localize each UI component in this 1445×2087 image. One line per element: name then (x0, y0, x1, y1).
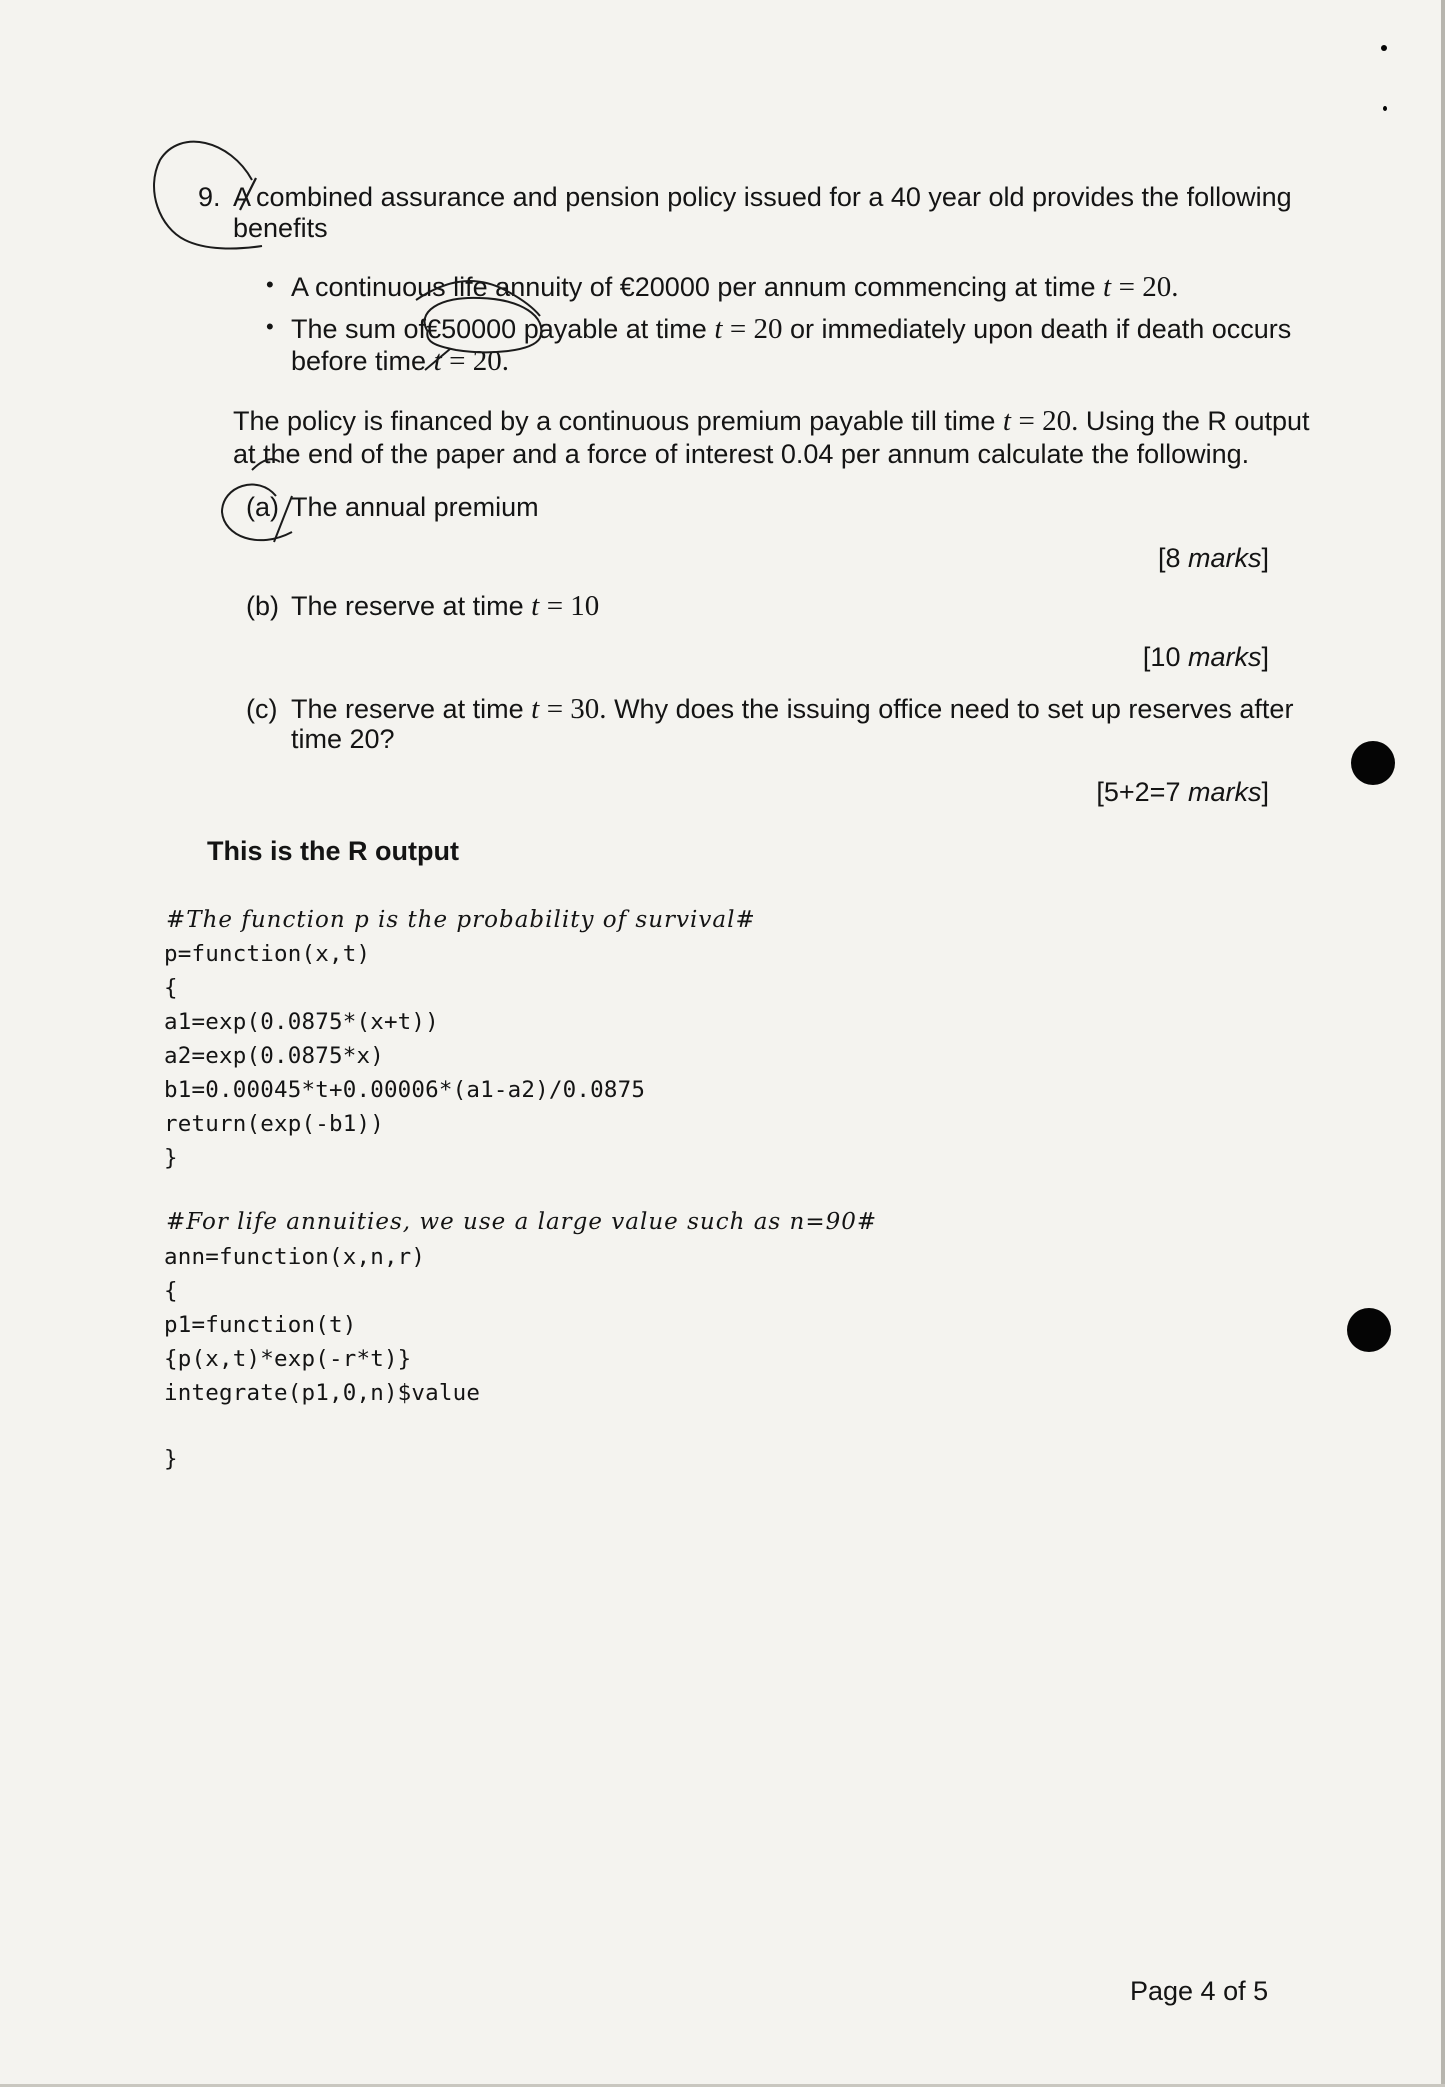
code-line: p=function(x,t) (164, 941, 371, 967)
bullet-dot: • (266, 272, 274, 297)
r-comment-survival: #The function p is the probability of survival# (166, 907, 756, 933)
r-code-block-p (164, 937, 645, 1175)
financing-line1 (233, 404, 1310, 438)
part-b-marks: [10 marks] (1142, 642, 1269, 672)
financing-pre: The policy is financed by a continuous premium payable till time (233, 406, 996, 436)
bullet-2-tail: or immediately upon death if death occurs (790, 314, 1292, 344)
r-comment-annuities: #For life annuities, we use a large value such as n=90# (166, 1209, 878, 1235)
code-line: return(exp(-b1)) (164, 1111, 384, 1137)
financing-line2: at the end of the paper and a force of interest 0.04 per annum calculate the following. (233, 439, 1250, 469)
code-line: ann=function(x,n,r) (164, 1244, 426, 1270)
part-b-text: The reserve at time t = 10 (291, 590, 600, 622)
bullet-1-var: t (1103, 271, 1112, 303)
question-intro-first-letter: A (233, 182, 252, 212)
r-output-heading: This is the R output (207, 836, 459, 866)
part-a-label: (a) (246, 492, 279, 522)
bullet-2-pre: The sum of (291, 314, 427, 344)
bullet-2-line2 (291, 344, 509, 378)
code-line: p1=function(t) (164, 1312, 357, 1338)
question-intro-line2: benefits (233, 213, 328, 243)
punch-hole-lower (1347, 1308, 1391, 1352)
part-a-text: The annual premium (291, 492, 539, 522)
bullet-2-circled-amount: €50000 (426, 314, 517, 344)
bullet-2-line2-pre: before time (291, 346, 427, 376)
code-line: { (164, 975, 178, 1001)
bullet-1-struck-word: life (453, 272, 488, 302)
bullet-2-line1 (291, 312, 1291, 346)
bullet-1-post: annuity of €20000 per annum commencing at time (495, 272, 1096, 302)
financing-post: Using the R output (1085, 406, 1310, 436)
bullet-1-line (291, 270, 1178, 304)
code-line: {p(x,t)*exp(-r*t)} (164, 1346, 412, 1372)
scan-edge-right (1441, 0, 1445, 2087)
scan-speck (1383, 106, 1387, 111)
question-intro-line1: combined assurance and pension policy issued for a 40 year old provides the following (256, 182, 1292, 212)
part-a-marks: [8 marks] (1157, 543, 1269, 573)
bullet-dot: • (266, 314, 274, 339)
bullet-2-line2-eq: = 20. (449, 345, 510, 377)
question-number: 9. (198, 182, 221, 212)
code-line: integrate(p1,0,n)$value (164, 1380, 481, 1406)
code-line-close: } (164, 1446, 178, 1472)
code-line: a1=exp(0.0875*(x+t)) (164, 1009, 439, 1035)
bullet-1-pre: A continuous (291, 272, 446, 302)
code-line: b1=0.00045*t+0.00006*(a1-a2)/0.0875 (164, 1077, 646, 1103)
part-c-marks: [5+2=7 marks] (1096, 777, 1269, 807)
part-c-label: (c) (246, 694, 278, 724)
financing-eq: = 20. (1018, 405, 1079, 437)
page-number: Page 4 of 5 (1130, 1976, 1269, 2006)
r-code-block-ann (164, 1240, 480, 1410)
punch-hole-upper (1351, 741, 1395, 785)
scan-speck (1381, 45, 1387, 51)
bullet-1-eq: = 20. (1118, 271, 1179, 303)
bullet-2-var: t (714, 313, 723, 345)
bullet-2-eq: = 20 (729, 313, 783, 345)
code-line: } (164, 1145, 178, 1171)
code-line: a2=exp(0.0875*x) (164, 1043, 384, 1069)
part-c-text: The reserve at time t = 30. Why does the issuing office need to set up reserves after (291, 693, 1294, 725)
bullet-2-post: payable at time (523, 314, 707, 344)
financing-var: t (1002, 405, 1011, 437)
part-b-label: (b) (246, 591, 279, 621)
bullet-2-line2-var: t (433, 345, 442, 377)
part-c-line2: time 20? (291, 724, 395, 754)
code-line: { (164, 1278, 178, 1304)
